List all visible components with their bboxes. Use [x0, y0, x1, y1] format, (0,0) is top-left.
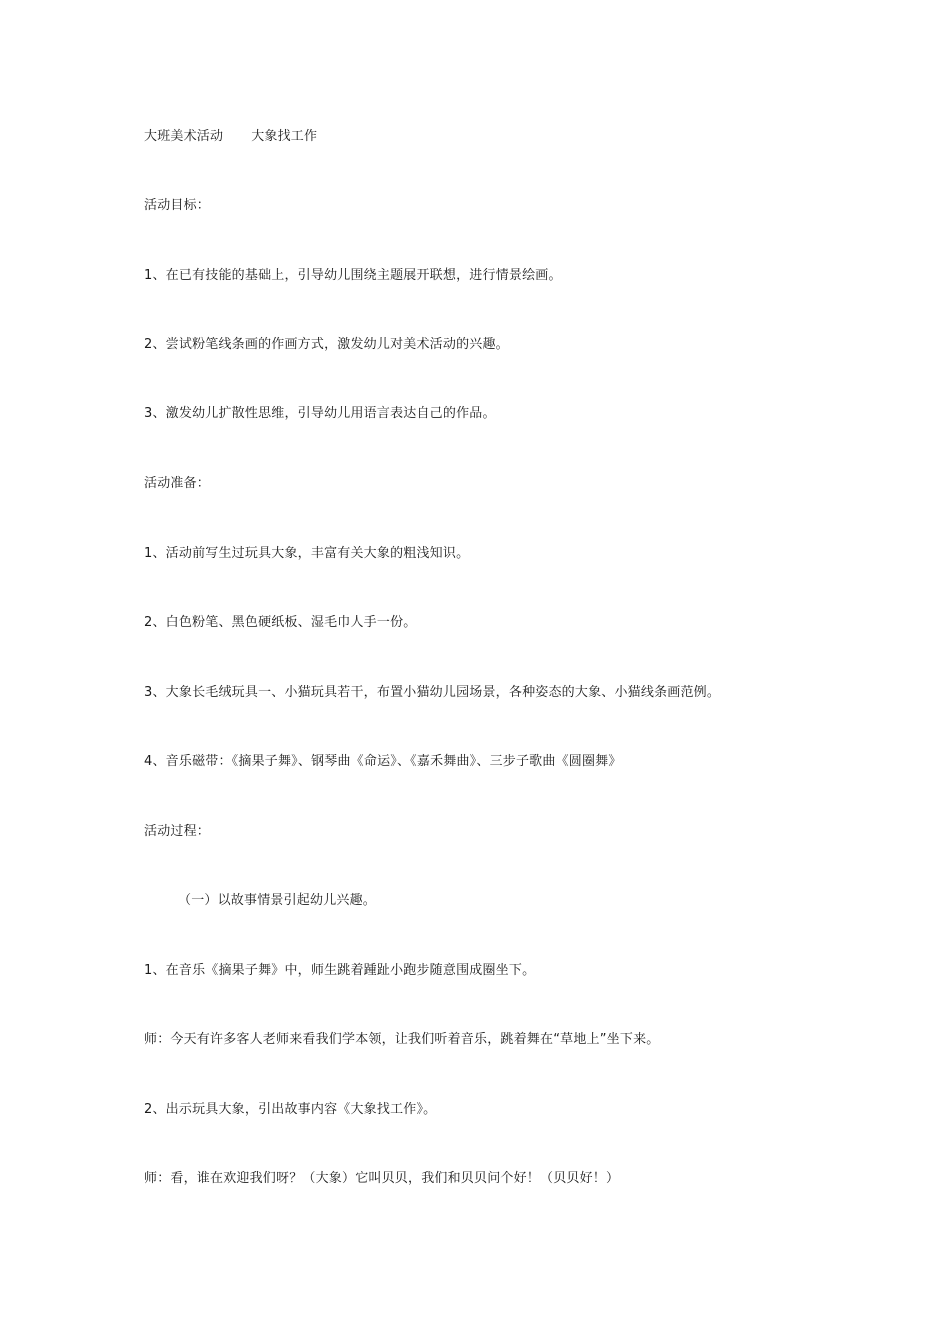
section-one-heading: （一）以故事情景引起幼儿兴趣。 — [178, 893, 377, 908]
prep-heading: 活动准备： — [144, 476, 211, 491]
prep-item-1: 1、活动前写生过玩具大象，丰富有关大象的粗浅知识。 — [144, 546, 470, 561]
goal-item-1: 1、在已有技能的基础上，引导幼儿围绕主题展开联想，进行情景绘画。 — [144, 268, 562, 283]
goal-item-2: 2、尝试粉笔线条画的作画方式，激发幼儿对美术活动的兴趣。 — [144, 337, 509, 352]
goals-heading: 活动目标： — [144, 198, 211, 213]
process-item-1: 1、在音乐《摘果子舞》中，师生跳着踵趾小跑步随意围成圈坐下。 — [144, 963, 536, 978]
goal-item-3: 3、激发幼儿扩散性思维，引导幼儿用语言表达自己的作品。 — [144, 406, 496, 421]
prep-item-4: 4、音乐磁带：《摘果子舞》、钢琴曲《命运》、《嘉禾舞曲》、三步子歌曲《圆圈舞》 — [144, 754, 622, 769]
prep-item-2: 2、白色粉笔、黑色硬纸板、湿毛巾人手一份。 — [144, 615, 417, 630]
teacher-line-1: 师：今天有许多客人老师来看我们学本领，让我们听着音乐，跳着舞在“草地上”坐下来。 — [144, 1032, 660, 1047]
prep-item-3: 3、大象长毛绒玩具一、小猫玩具若干，布置小猫幼儿园场景，各种姿态的大象、小猫线条画范例。 — [144, 685, 721, 700]
process-heading: 活动过程： — [144, 824, 211, 839]
title-topic: 大象找工作 — [251, 129, 318, 144]
process-item-2: 2、出示玩具大象，引出故事内容《大象找工作》。 — [144, 1102, 437, 1117]
document-title — [144, 128, 317, 146]
title-activity-type: 大班美术活动 — [144, 129, 224, 144]
teacher-line-2: 师：看，谁在欢迎我们呀？（大象）它叫贝贝，我们和贝贝问个好！（贝贝好！） — [144, 1171, 620, 1186]
